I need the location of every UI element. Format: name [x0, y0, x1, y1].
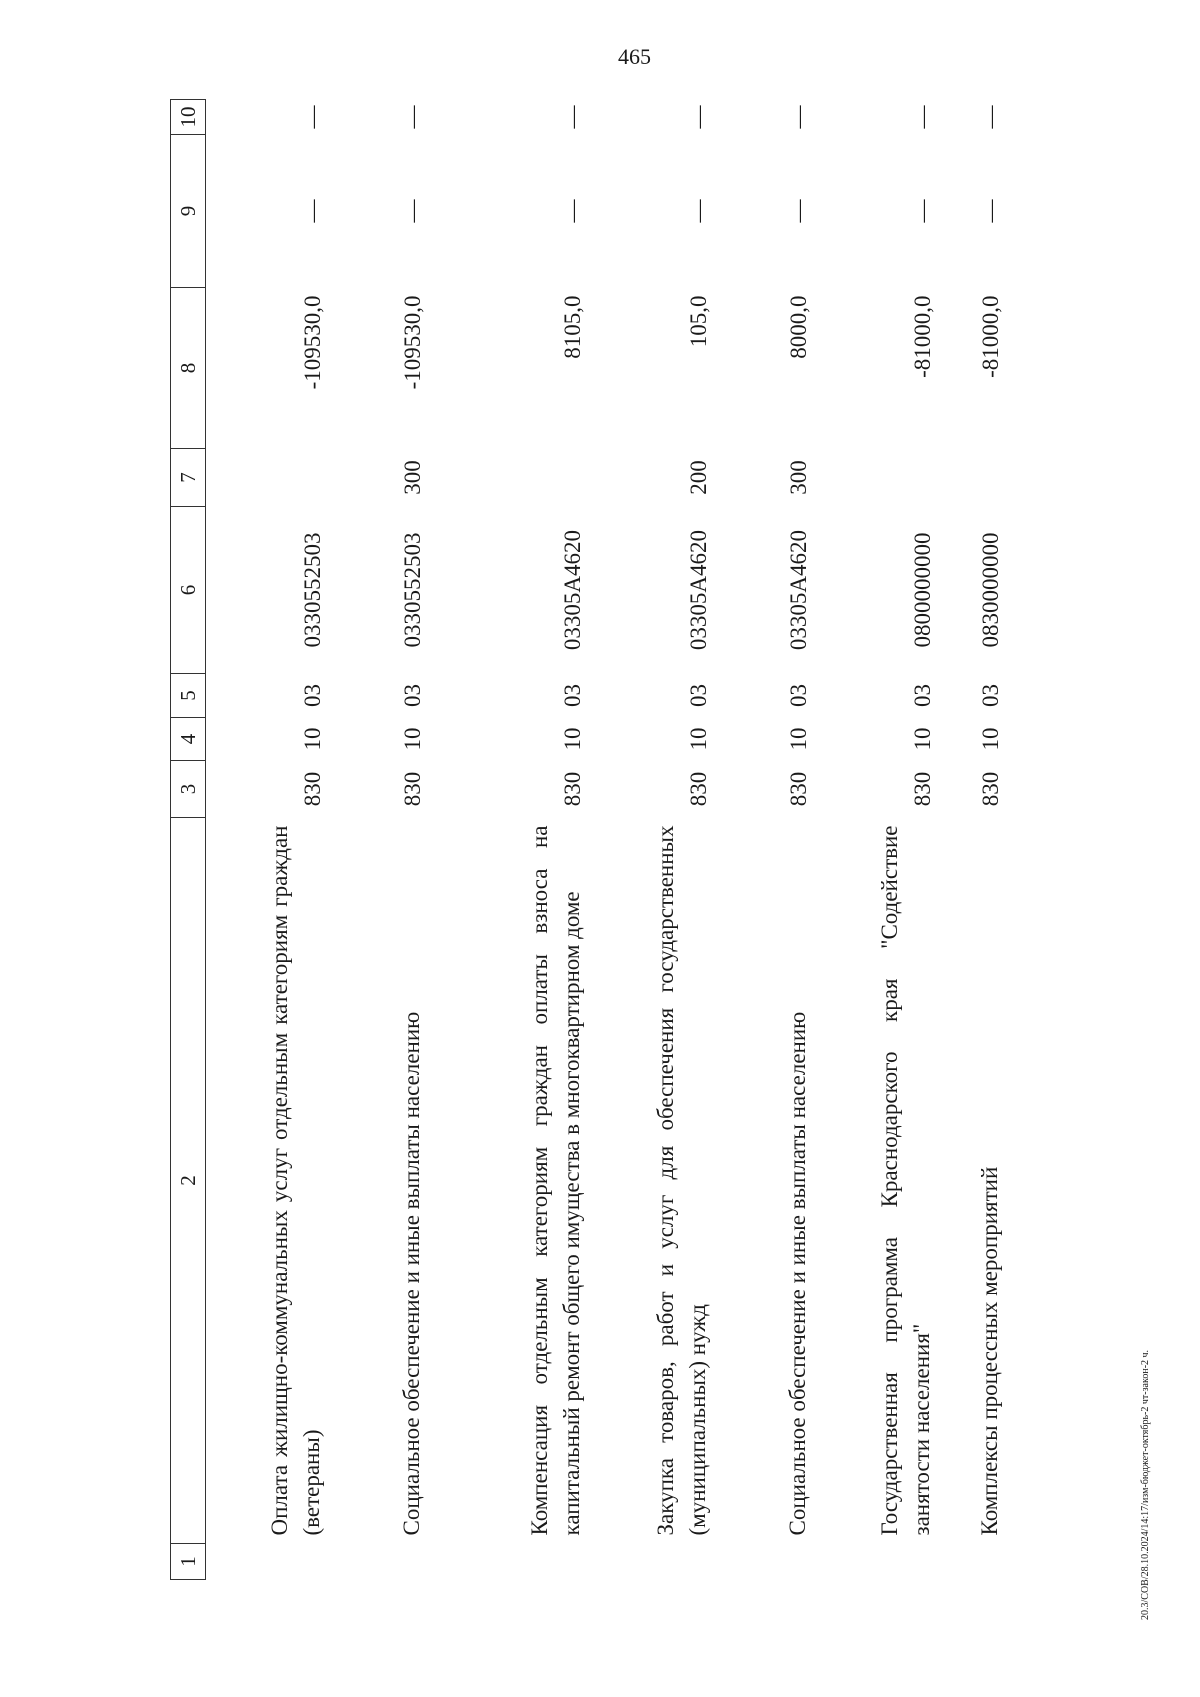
table-row: [328, 100, 428, 1580]
cell-c9: —: [785, 199, 811, 223]
row-name: Компенсация отдельным категориям граждан оплаты взноса на капитальный ремонт общего имущества в многоквартирном доме: [526, 825, 584, 1536]
cell-c5: 03: [399, 684, 425, 707]
cell-c3: 830: [299, 771, 325, 807]
cell-c7: 300: [785, 460, 811, 495]
cell-c10: —: [909, 105, 935, 129]
table-row: [206, 100, 328, 1580]
header-cell: 5: [171, 674, 206, 718]
row-name: Комплексы процессных мероприятий: [976, 1166, 1002, 1536]
budget-table: [170, 99, 1006, 1580]
cell-c8: 8105,0: [559, 295, 585, 359]
cell-c4: 10: [785, 727, 811, 751]
cell-c5: 03: [559, 684, 585, 707]
header-cell: 9: [171, 135, 206, 288]
cell-c7: 200: [685, 460, 711, 495]
cell-c7: [428, 449, 588, 507]
cell-c3: 830: [399, 771, 425, 807]
cell-c3: 830: [685, 771, 711, 807]
cell-c3: 830: [785, 771, 811, 807]
row-name: Закупка товаров, работ и услуг для обеспечения государственных (муниципальных) нужд: [652, 825, 710, 1536]
cell-c6: 0330552503: [299, 532, 325, 648]
table-row: [428, 100, 588, 1580]
cell-c7: [206, 449, 328, 507]
cell-c10: —: [977, 105, 1003, 129]
table-row: [588, 100, 714, 1580]
cell-c6: 03305А4620: [559, 529, 585, 651]
cell-c3: 830: [909, 771, 935, 807]
cell-c5: 03: [909, 684, 935, 707]
cell-c8: -81000,0: [909, 295, 935, 378]
cell-c8: 8000,0: [785, 295, 811, 359]
cell-c6: 0830000000: [977, 532, 1003, 648]
table-row: [814, 100, 938, 1580]
cell-c3: 830: [977, 771, 1003, 807]
cell-c9: —: [559, 199, 585, 223]
header-cell: 6: [171, 507, 206, 674]
cell-c8: -109530,0: [299, 295, 325, 390]
header-cell: 1: [171, 1544, 206, 1580]
row-name: Государственная программа Краснодарского края "Содействие занятости населения": [876, 825, 934, 1536]
cell-c5: 03: [977, 684, 1003, 707]
footer-note: 20.3/СОВ/28.10.2024/14:17/изм-бюджет-октябрь-2 чт-закон-2 ч.: [1140, 1349, 1151, 1620]
cell-c7: [814, 449, 938, 507]
cell-c9: —: [909, 199, 935, 223]
cell-c6: 0800000000: [909, 532, 935, 648]
cell-c6: 03305А4620: [785, 529, 811, 651]
cell-c6: 03305А4620: [685, 529, 711, 651]
cell-c10: —: [785, 105, 811, 129]
header-cell: 7: [171, 449, 206, 507]
cell-c8: -109530,0: [399, 295, 425, 390]
table-row: [938, 100, 1006, 1580]
header-cell: 10: [171, 100, 206, 135]
cell-c10: —: [559, 105, 585, 129]
cell-c8: 105,0: [685, 295, 711, 348]
cell-c5: 03: [785, 684, 811, 707]
cell-c9: —: [399, 199, 425, 223]
cell-c4: 10: [559, 727, 585, 751]
row-name: Социальное обеспечение и иные выплаты населению: [398, 1011, 424, 1536]
cell-c4: 10: [977, 727, 1003, 751]
cell-c3: 830: [559, 771, 585, 807]
cell-c10: —: [685, 105, 711, 129]
cell-c4: 10: [299, 727, 325, 751]
cell-c5: 03: [299, 684, 325, 707]
cell-c10: —: [399, 105, 425, 129]
budget-table-container: [170, 100, 1006, 1580]
cell-c4: 10: [399, 727, 425, 751]
page-number: 465: [618, 44, 651, 69]
cell-c7: [938, 449, 1006, 507]
table-header-row: [171, 100, 206, 1580]
header-cell: 4: [171, 718, 206, 761]
cell-c4: 10: [909, 727, 935, 751]
cell-c9: —: [299, 199, 325, 223]
cell-c9: —: [685, 199, 711, 223]
header-cell: 8: [171, 288, 206, 449]
header-cell: 3: [171, 761, 206, 818]
header-cell: 2: [171, 818, 206, 1544]
cell-c7: 300: [399, 460, 425, 495]
cell-c4: 10: [685, 727, 711, 751]
row-name: Оплата жилищно-коммунальных услуг отдельным категориям граждан (ветераны): [266, 825, 324, 1536]
cell-c8: -81000,0: [977, 295, 1003, 378]
cell-c10: —: [299, 105, 325, 129]
cell-c9: —: [977, 199, 1003, 223]
cell-c5: 03: [685, 684, 711, 707]
row-name: Социальное обеспечение и иные выплаты населению: [784, 1011, 810, 1536]
cell-c6: 0330552503: [399, 532, 425, 648]
table-row: [714, 100, 814, 1580]
